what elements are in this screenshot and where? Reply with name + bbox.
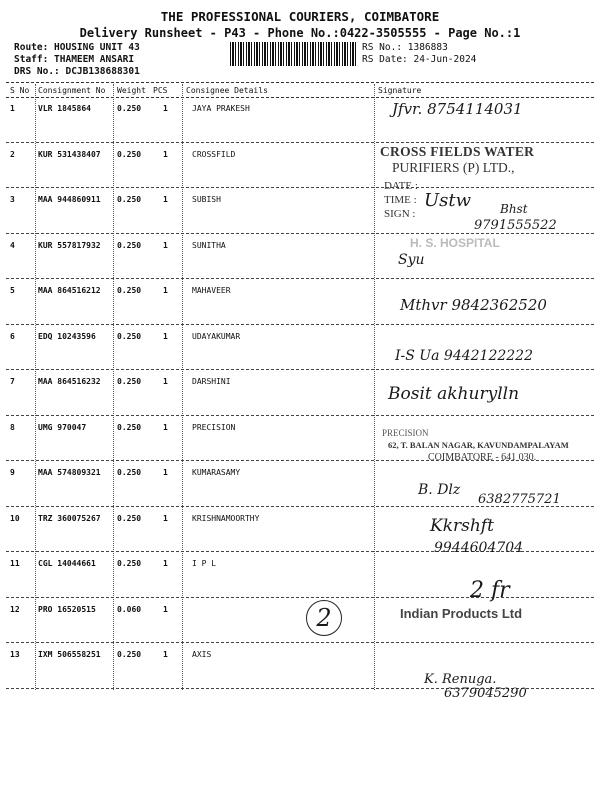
row-sno: 10 [10,513,20,523]
circled-mark: 2 [306,600,342,636]
row-sno: 12 [10,604,20,614]
signature-7: Bosit akhurylln [388,384,520,404]
row-pcs: 1 [163,468,168,477]
col-signature: Signature [378,86,422,95]
faded-stamp: H. S. HOSPITAL [410,236,500,250]
signature-2: Ustw [424,190,472,211]
row-weight: 0.250 [117,149,142,159]
signature-13-phone: 6379045290 [444,686,527,701]
row-sno: 5 [10,286,15,295]
row-weight: 0.060 [117,604,142,614]
stamp-indian-products: Indian Products Ltd [400,606,523,621]
row-consignee: UDAYAKUMAR [192,331,241,341]
row-weight: 0.250 [117,331,142,341]
row-sno: 6 [10,331,15,341]
stamp-precision-line2: 62, T. BALAN NAGAR, KAVUNDAMPALAYAM [388,440,569,450]
signature-9-phone: 6382775721 [478,492,561,507]
stamp-crossfields-line2: PURIFIERS (P) LTD., [392,160,515,175]
signature-5-phone: 9842362520 [451,296,547,314]
signature-6-phone: 9442122222 [443,348,533,364]
row-consignee: KUMARASAMY [192,468,241,477]
table-header-rule [6,97,594,98]
row-pcs: 1 [163,149,168,159]
row-consignment: PRO 16520515 [38,604,96,614]
col-weight: Weight [117,86,146,95]
row-weight: 0.250 [117,559,142,568]
row-separator [6,415,594,416]
row-consignment: MAA 864516232 [38,377,101,386]
row-consignment: MAA 864516212 [38,286,101,295]
col-consignment: Consignment No [38,86,106,95]
row-sno: 4 [10,240,15,250]
row-weight: 0.250 [117,195,142,204]
row-separator [6,187,594,188]
row-pcs: 1 [163,286,168,295]
row-separator [6,369,594,370]
row-consignee: JAYA PRAKESH [192,104,250,113]
row-sno: 11 [10,559,20,568]
row-consignment: VLR 1845864 [38,104,91,113]
row-pcs: 1 [163,377,168,386]
col-consignee: Consignee Details [186,86,268,95]
signature-5: Mthvr 9842362520 [400,296,547,314]
row-pcs: 1 [163,240,168,250]
signature-3-phone: 9791555522 [474,218,557,233]
signature-11: 2 fr [470,578,510,603]
row-consignee: SUBISH [192,195,221,204]
row-pcs: 1 [163,604,168,614]
row-consignment: KUR 531438407 [38,149,101,159]
row-separator [6,642,594,643]
row-pcs: 1 [163,422,168,432]
row-pcs: 1 [163,104,168,113]
row-consignee: I P L [192,559,217,568]
signature-1: Jfvr. 8754114031 [392,100,523,118]
row-pcs: 1 [163,650,168,659]
row-consignee: CROSSFILD [192,149,236,159]
row-weight: 0.250 [117,650,142,659]
row-separator [6,278,594,279]
runsheet-subtitle: Delivery Runsheet - P43 - Phone No.:0422-3505555 - Page No.:1 [79,26,521,40]
staff-label: Staff: THAMEEM ANSARI [14,54,135,65]
signature-9: B. Dlz [418,482,461,498]
stamp-precision-line3: COIMBATORE - 641 030. [428,452,537,463]
row-consignee: AXIS [192,650,212,659]
row-consignee: DARSHINI [192,377,231,386]
stamp-crossfields-line1: CROSS FIELDS WATER [380,144,535,159]
route-label: Route: HOUSING UNIT 43 [14,42,140,53]
col-sno: S No [10,86,30,95]
row-weight: 0.250 [117,513,142,523]
row-weight: 0.250 [117,104,142,113]
row-weight: 0.250 [117,422,142,432]
row-consignment: MAA 574809321 [38,468,101,477]
table-header [6,84,594,98]
row-consignment: TRZ 360075267 [38,513,101,523]
row-consignment: MAA 944860911 [38,195,101,204]
signature-10-phone: 9944604704 [434,540,524,556]
row-separator [6,142,594,143]
col-pcs: PCS [153,86,168,95]
stamp-sign: SIGN : [384,208,416,220]
stamp-precision-line1: PRECISION [382,428,429,438]
signature-13-name: K. Renuga. [424,672,497,687]
row-sno: 2 [10,149,15,159]
row-pcs: 1 [163,195,168,204]
company-title: THE PROFESSIONAL COURIERS, COIMBATORE [160,9,440,24]
row-consignment: UMG 970047 [38,422,87,432]
row-consignee: KRISHNAMOORTHY [192,513,260,523]
stamp-time: TIME : [384,194,417,206]
row-sno: 1 [10,104,15,113]
row-weight: 0.250 [117,377,142,386]
drs-number: DRS No.: DCJB138688301 [14,66,140,77]
row-consignment: KUR 557817932 [38,240,101,250]
signature-1-phone: 8754114031 [427,100,523,118]
row-sno: 7 [10,377,15,386]
rs-date: RS Date: 24-Jun-2024 [362,54,477,65]
row-sno: 3 [10,195,15,204]
row-separator [6,324,594,325]
row-pcs: 1 [163,331,168,341]
row-pcs: 1 [163,559,168,568]
row-weight: 0.250 [117,468,142,477]
row-consignment: CGL 14044661 [38,559,96,568]
row-consignment: IXM 506558251 [38,650,101,659]
stamp-date: DATE : [384,180,418,192]
row-weight: 0.250 [117,240,142,250]
row-weight: 0.250 [117,286,142,295]
signature-10: Kkrshft [430,516,494,536]
signature-4: Syu [398,252,425,268]
row-sno: 9 [10,468,15,477]
signature-6: I-S Ua 9442122222 [395,348,533,364]
signature-3-scribble: Bhst [500,202,528,216]
row-consignee: SUNITHA [192,240,226,250]
row-consignee: MAHAVEER [192,286,231,295]
row-sno: 8 [10,422,15,432]
row-pcs: 1 [163,513,168,523]
row-sno: 13 [10,650,20,659]
row-consignment: EDQ 10243596 [38,331,96,341]
barcode [230,42,356,66]
table-top-rule [6,82,594,83]
rs-number: RS No.: 1386883 [362,42,448,53]
row-consignee: PRECISION [192,422,236,432]
